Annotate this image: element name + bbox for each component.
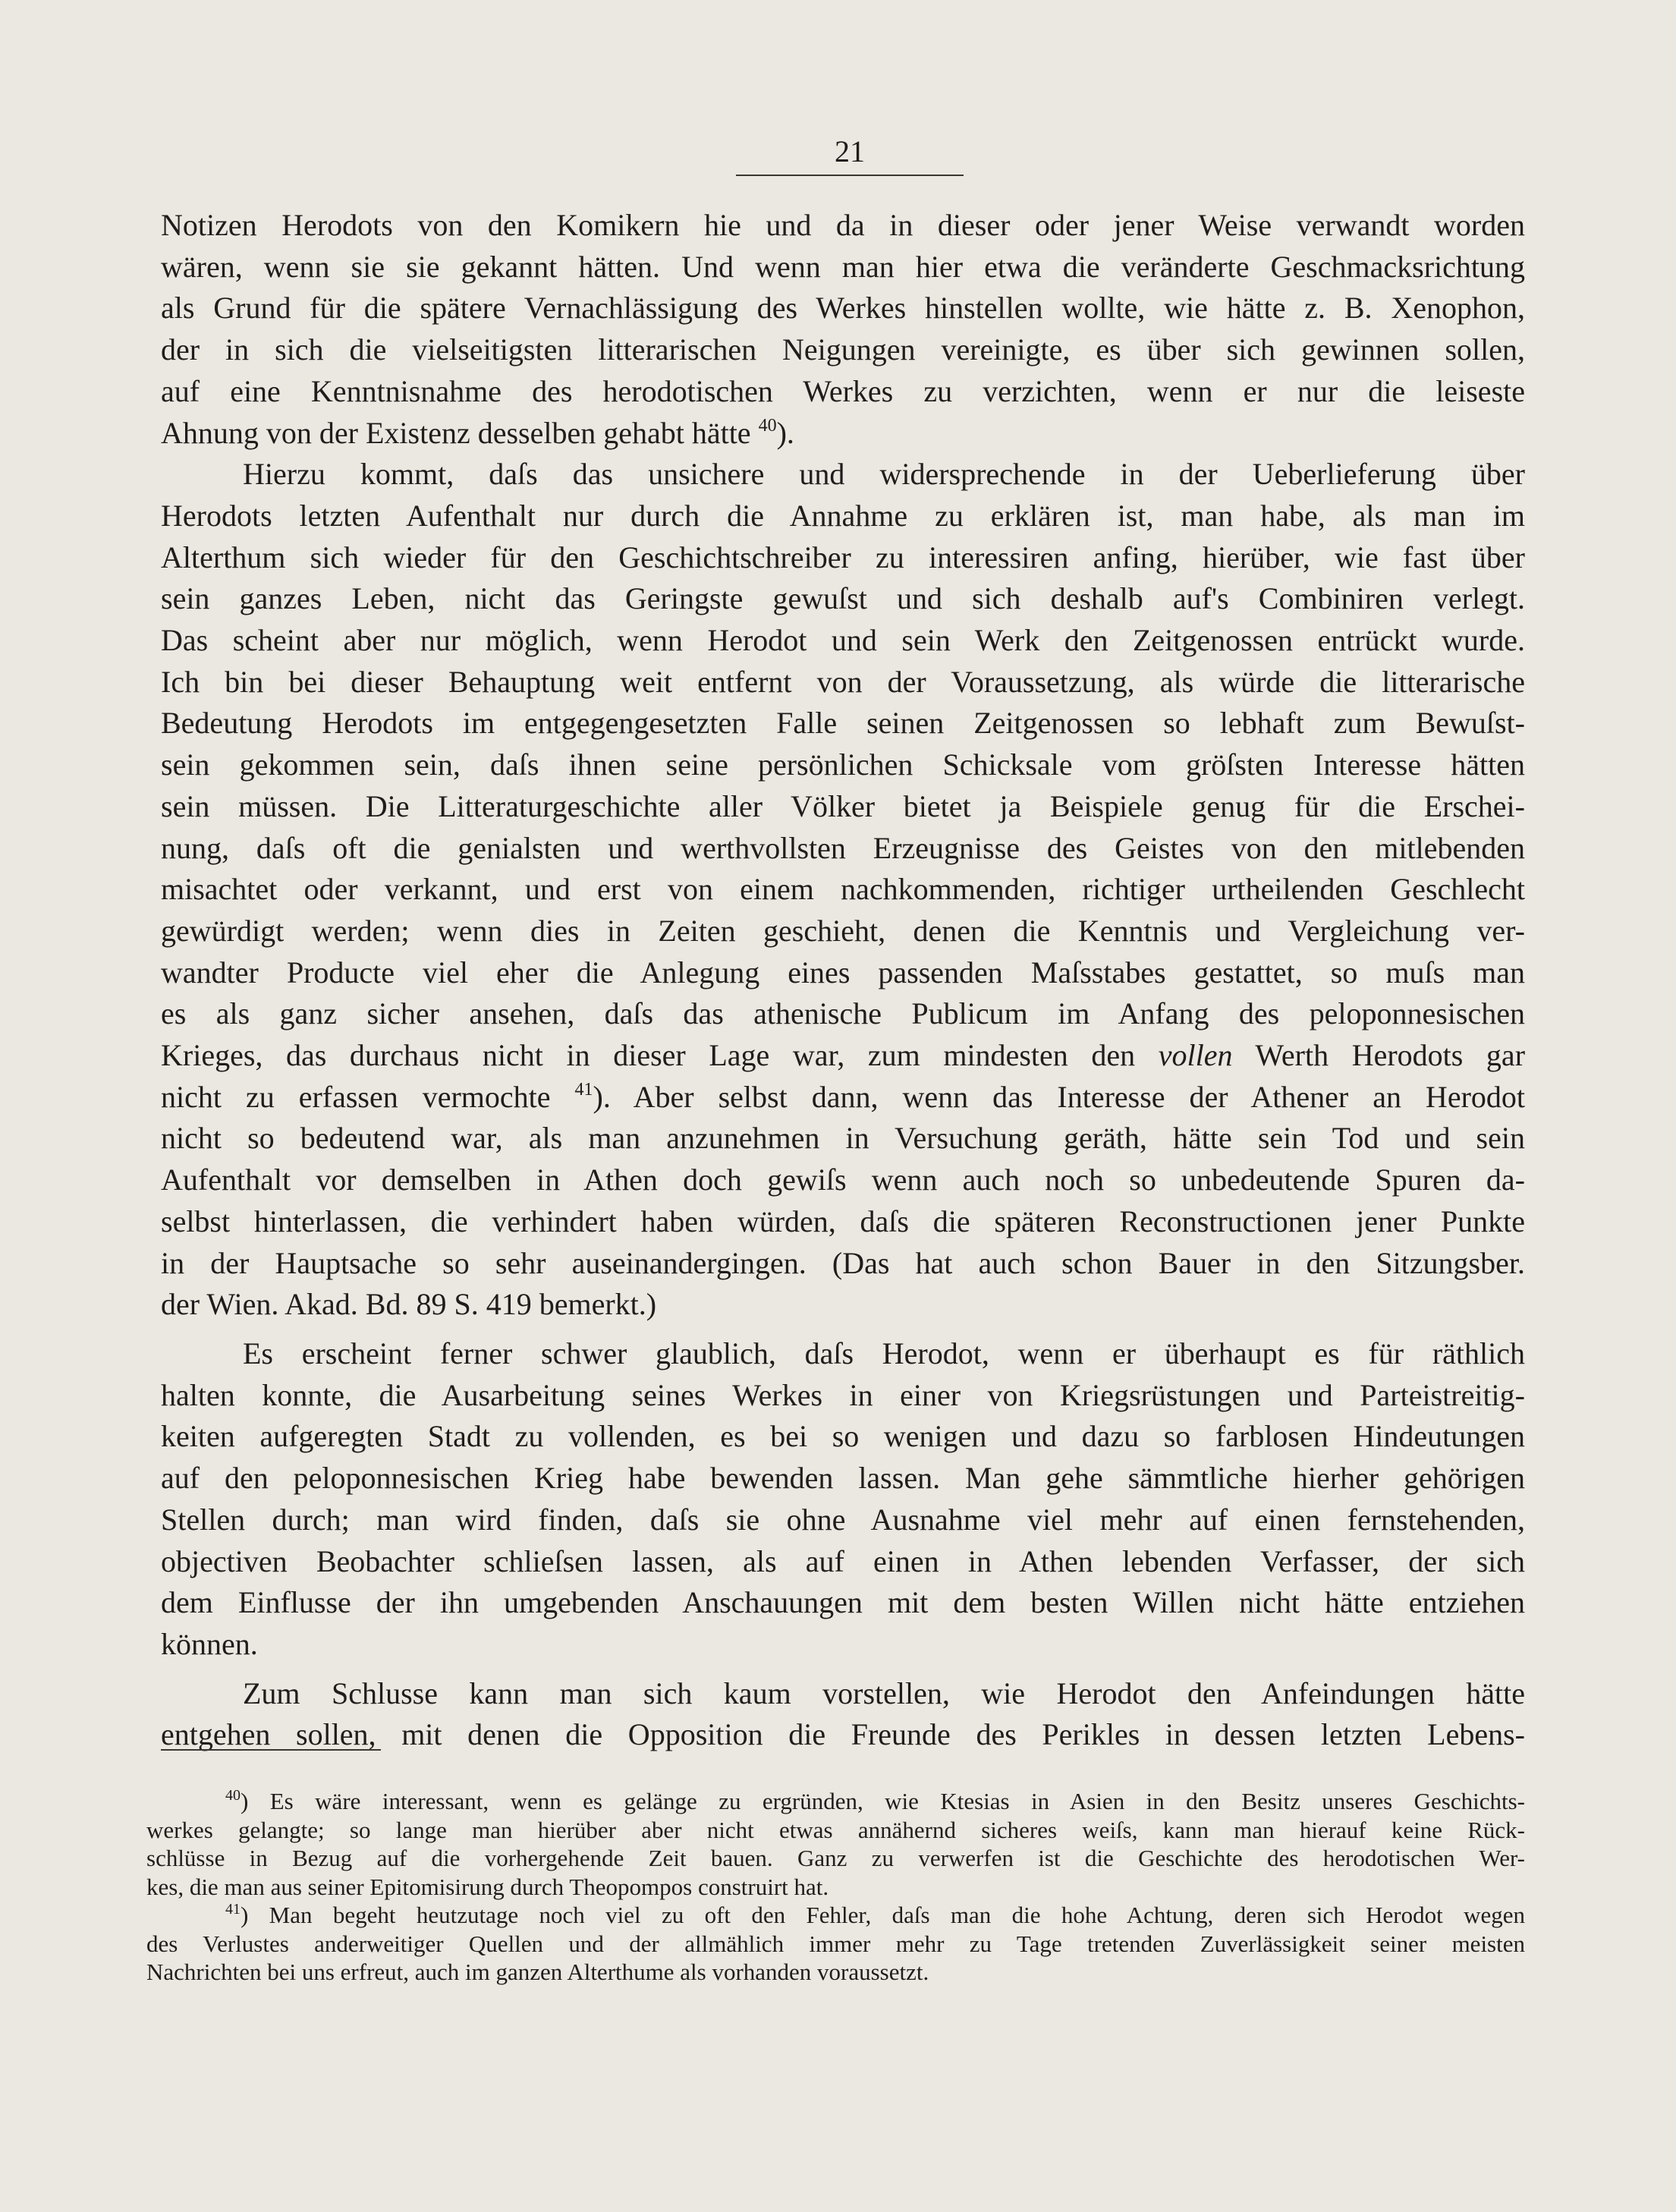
text-line: wären, wenn sie sie gekannt hätten. Und wenn man hier etwa die veränderte Geschmacksrichtung bbox=[161, 249, 1525, 284]
paragraph-2 bbox=[161, 454, 1525, 1326]
text-fragment: ). bbox=[776, 415, 794, 450]
footnote-marker: 41 bbox=[225, 1901, 241, 1918]
text-line: Hierzu kommt, daſs das unsichere und widersprechende in der Ueberlieferung über bbox=[243, 457, 1525, 492]
text-line: Ich bin bei dieser Behauptung weit entfernt von der Voraussetzung, als würde die litterarische bbox=[161, 664, 1525, 699]
body-text bbox=[161, 205, 1525, 1756]
footnote-40 bbox=[146, 1787, 1525, 1901]
emphasis-text: vollen bbox=[1158, 1038, 1233, 1073]
text-line: halten konnte, die Ausarbeitung seines Werkes in einer von Kriegsrüstungen und Parteistreitig- bbox=[161, 1377, 1525, 1412]
paragraph-4 bbox=[161, 1673, 1525, 1756]
text-line bbox=[161, 1035, 1525, 1077]
text-line: Notizen Herodots von den Komikern hie und da in dieser oder jener Weise verwandt worden bbox=[161, 208, 1525, 242]
text-fragment: Krieges, das durchaus nicht in dieser Lage war, zum mindesten den bbox=[161, 1038, 1136, 1073]
text-line: sein müssen. Die Litteraturgeschichte aller Völker bietet ja Beispiele genug für die Erschei- bbox=[161, 788, 1525, 823]
text-line: Das scheint aber nur möglich, wenn Herodot und sein Werk den Zeitgenossen entrückt wurde. bbox=[161, 623, 1525, 658]
text-line: können. bbox=[161, 1626, 258, 1661]
text-line: in der Hauptsache so sehr auseinandergingen. (Das hat auch schon Bauer in den Sitzungsber. bbox=[161, 1245, 1525, 1280]
text-line bbox=[161, 1077, 1525, 1119]
text-line: selbst hinterlassen, die verhindert haben würden, daſs die späteren Reconstructionen jener Punkte bbox=[161, 1204, 1525, 1238]
text-line: sein ganzes Leben, nicht das Geringste gewuſst und sich deshalb auf's Combiniren verlegt. bbox=[161, 581, 1525, 616]
text-line: Herodots letzten Aufenthalt nur durch die Annahme zu erklären ist, man habe, als man im bbox=[161, 498, 1525, 533]
page-number-rule bbox=[736, 175, 964, 176]
text-line: auf den peloponnesischen Krieg habe bewenden lassen. Man gehe sämmtliche hierher gehörigen bbox=[161, 1461, 1525, 1496]
text-line: nicht so bedeutend war, als man anzunehmen in Versuchung geräth, hätte sein Tod und sein bbox=[161, 1121, 1525, 1156]
footnote-line: kes, die man aus seiner Epitomisirung durch Theopompos construirt hat. bbox=[146, 1873, 829, 1900]
text-line: Bedeutung Herodots im entgegengesetzten Falle seinen Zeitgenossen so lebhaft zum Bewuſst- bbox=[161, 706, 1525, 741]
text-fragment: ). Aber selbst dann, wenn das Interesse der Athener an Herodot bbox=[593, 1079, 1526, 1114]
text-line: sein gekommen sein, daſs ihnen seine persönlichen Schicksale vom gröſsten Interesse hätten bbox=[161, 747, 1525, 782]
text-fragment: Werth Herodots gar bbox=[1255, 1038, 1526, 1073]
footnote-separator bbox=[161, 1749, 381, 1751]
text-line: auf eine Kenntnisnahme des herodotischen Werkes zu verzichten, wenn er nur die leiseste bbox=[161, 373, 1525, 408]
footnote-marker: 40 bbox=[225, 1787, 241, 1804]
text-fragment: ) Es wäre interessant, wenn es gelänge zu ergründen, wie Ktesias in Asien in den Besitz unseres Geschichts- bbox=[241, 1788, 1525, 1814]
footnotes bbox=[146, 1787, 1525, 1987]
footnote-line: Nachrichten bei uns erfreut, auch im ganzen Alterthume als vorhanden voraussetzt. bbox=[146, 1959, 929, 1985]
text-line: nung, daſs oft die genialsten und werthvollsten Erzeugnisse des Geistes von den mitlebenden bbox=[161, 830, 1525, 865]
footnote-ref-41[interactable]: 41 bbox=[574, 1079, 593, 1100]
text-line: Aufenthalt vor demselben in Athen doch gewiſs wenn auch noch so unbedeutende Spuren da- bbox=[161, 1163, 1525, 1197]
text-line: entgehen sollen, mit denen die Opposition die Freunde des Perikles in dessen letzten Lebens- bbox=[161, 1717, 1525, 1752]
page-number: 21 bbox=[835, 134, 865, 168]
footnote-line bbox=[146, 1787, 1525, 1816]
text-line: Alterthum sich wieder für den Geschichtschreiber zu interessiren anfing, hierüber, wie fast über bbox=[161, 540, 1525, 574]
text-line: objectiven Beobachter schlieſsen lassen, als auf einen in Athen lebenden Verfasser, der sich bbox=[161, 1543, 1525, 1578]
text-line: dem Einflusse der ihn umgebenden Anschauungen mit dem besten Willen nicht hätte entziehen bbox=[161, 1585, 1525, 1620]
text-line bbox=[161, 413, 1525, 455]
text-line: Stellen durch; man wird finden, daſs sie ohne Ausnahme viel mehr auf einen fernstehenden, bbox=[161, 1502, 1525, 1537]
text-line: als Grund für die spätere Vernachlässigung des Werkes hinstellen wollte, wie hätte z. B. Xenophon, bbox=[161, 291, 1525, 326]
text-line: wandter Producte viel eher die Anlegung eines passenden Maſsstabes gestattet, so muſs man bbox=[161, 955, 1525, 990]
footnote-ref-40[interactable]: 40 bbox=[758, 415, 777, 436]
paragraph-3 bbox=[161, 1333, 1525, 1666]
footnote-line: schlüsse in Bezug auf die vorhergehende Zeit bauen. Ganz zu verwerfen ist die Geschichte des herodotischen Wer- bbox=[146, 1845, 1525, 1871]
footnote-line bbox=[146, 1901, 1525, 1930]
text-line: Es erscheint ferner schwer glaublich, daſs Herodot, wenn er überhaupt es für räthlich bbox=[243, 1336, 1525, 1370]
paragraph-1 bbox=[161, 205, 1525, 454]
text-line: gewürdigt werden; wenn dies in Zeiten geschieht, denen die Kenntnis und Vergleichung ver- bbox=[161, 913, 1525, 948]
text-line: misachtet oder verkannt, und erst von einem nachkommenden, richtiger urtheilenden Geschlecht bbox=[161, 872, 1525, 907]
text-fragment: Ahnung von der Existenz desselben gehabt hätte bbox=[161, 415, 751, 450]
text-line: es als ganz sicher ansehen, daſs das athenische Publicum im Anfang des peloponnesischen bbox=[161, 996, 1525, 1031]
text-line: der in sich die vielseitigsten litterarischen Neigungen vereinigte, es über sich gewinnen sollen, bbox=[161, 332, 1525, 367]
text-line: der Wien. Akad. Bd. 89 S. 419 bemerkt.) bbox=[161, 1287, 657, 1322]
text-fragment: nicht zu erfassen vermochte bbox=[161, 1079, 551, 1114]
text-fragment: ) Man begeht heutzutage noch viel zu oft den Fehler, daſs man die hohe Achtung, deren sich Herodot wegen bbox=[241, 1902, 1525, 1928]
footnote-line: werkes gelangte; so lange man hierüber aber nicht etwas annähernd sicheres weiſs, kann man hierauf keine Rück- bbox=[146, 1816, 1525, 1843]
footnote-41 bbox=[146, 1901, 1525, 1987]
text-line: Zum Schlusse kann man sich kaum vorstellen, wie Herodot den Anfeindungen hätte bbox=[243, 1676, 1525, 1710]
footnote-line: des Verlustes anderweitiger Quellen und der allmählich immer mehr zu Tage tretenden Zuverlässigkeit seiner meisten bbox=[146, 1930, 1525, 1957]
text-line: keiten aufgeregten Stadt zu vollenden, es bei so wenigen und dazu so farblosen Hindeutungen bbox=[161, 1419, 1525, 1454]
